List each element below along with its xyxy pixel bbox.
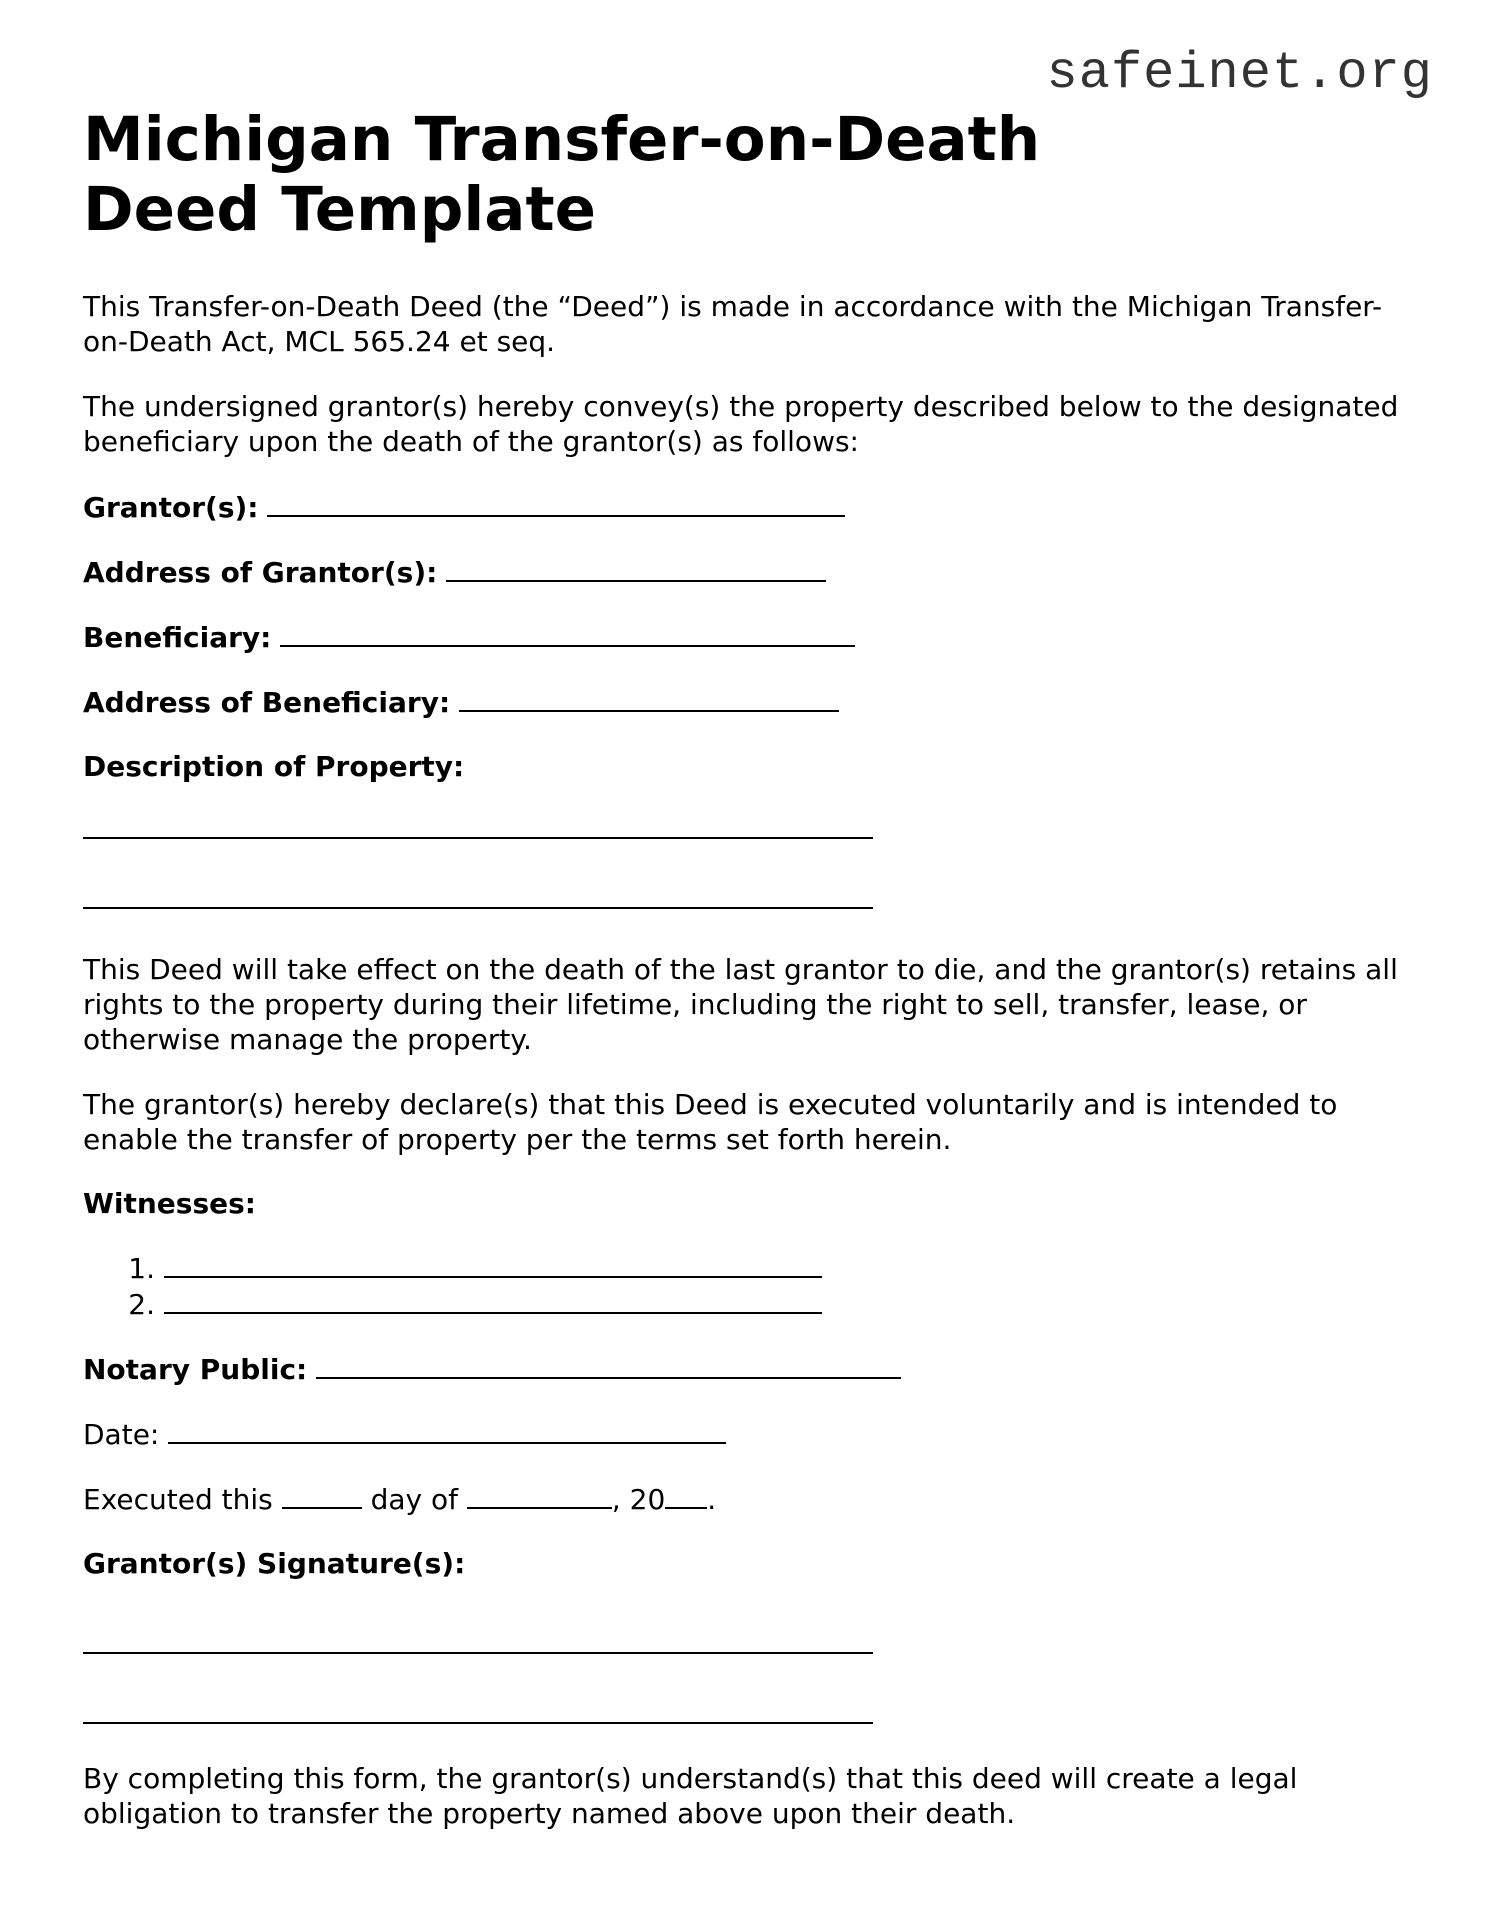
- notary-field: [83, 1351, 1423, 1387]
- executed-day-blank[interactable]: [282, 1481, 362, 1509]
- executed-month-blank[interactable]: [467, 1481, 612, 1509]
- executed-year-prefix: , 20: [611, 1483, 666, 1516]
- executed-year-blank[interactable]: [665, 1481, 707, 1509]
- beneficiary-label: Beneficiary:: [83, 621, 272, 654]
- executed-day-of: day of: [370, 1483, 458, 1516]
- grantor-address-label: Address of Grantor(s):: [83, 556, 438, 589]
- grantor-address-field: [83, 554, 1423, 590]
- beneficiary-address-label: Address of Beneficiary:: [83, 686, 451, 719]
- document-page: [83, 105, 1423, 1831]
- date-blank[interactable]: [168, 1416, 726, 1444]
- property-description-label: Description of Property:: [83, 750, 465, 783]
- effect-paragraph: This Deed will take effect on the death of the last grantor to die, and the grantor(s) retains all rights to the property during their lifetime, including the right to sell, transfer, lease, or otherwise manage the property.: [83, 953, 1398, 1056]
- property-description-line-1[interactable]: [83, 837, 873, 839]
- witness-2-blank[interactable]: [164, 1286, 822, 1314]
- property-description-field: [83, 749, 1423, 784]
- witnesses-field: [83, 1186, 1423, 1221]
- executed-prefix: Executed this: [83, 1483, 273, 1516]
- signature-field: [83, 1546, 1423, 1581]
- grantor-field: [83, 489, 1423, 525]
- intro-paragraph: This Transfer-on-Death Deed (the “Deed”) is made in accordance with the Michigan Transfer-on-Death Act, MCL 565.24 et seq.: [83, 290, 1383, 358]
- witness-item: [119, 1286, 1423, 1322]
- document-title: Michigan Transfer-on-Death Deed Template: [83, 104, 1041, 245]
- beneficiary-field: [83, 619, 1423, 655]
- witness-number: 1.: [128, 1252, 155, 1285]
- closing-paragraph: By completing this form, the grantor(s) understand(s) that this deed will create a legal obligation to transfer the property named above upon their death.: [83, 1762, 1298, 1830]
- witness-item: [119, 1250, 1423, 1286]
- witness-1-blank[interactable]: [164, 1250, 822, 1278]
- beneficiary-address-blank[interactable]: [459, 684, 839, 712]
- witnesses-label: Witnesses:: [83, 1187, 256, 1220]
- conveyance-paragraph: The undersigned grantor(s) hereby convey(s) the property described below to the designated beneficiary upon the death of the grantor(s) as follows:: [83, 390, 1399, 458]
- signature-line-1[interactable]: [83, 1652, 873, 1654]
- witness-list: [83, 1250, 1423, 1322]
- date-field: [83, 1416, 1423, 1452]
- notary-label: Notary Public:: [83, 1353, 308, 1386]
- watermark: safeinet.org: [1046, 44, 1433, 103]
- date-label: Date:: [83, 1418, 160, 1451]
- notary-blank[interactable]: [316, 1351, 901, 1379]
- beneficiary-blank[interactable]: [280, 619, 855, 647]
- executed-line: [83, 1481, 1423, 1517]
- witness-number: 2.: [128, 1288, 155, 1321]
- signature-label: Grantor(s) Signature(s):: [83, 1547, 466, 1580]
- beneficiary-address-field: [83, 684, 1423, 720]
- declaration-paragraph: The grantor(s) hereby declare(s) that this Deed is executed voluntarily and is intended to enable the transfer of property per the terms set forth herein.: [83, 1088, 1338, 1156]
- grantor-label: Grantor(s):: [83, 491, 259, 524]
- signature-line-2[interactable]: [83, 1722, 873, 1724]
- executed-end: .: [707, 1483, 717, 1516]
- property-description-line-2[interactable]: [83, 907, 873, 909]
- grantor-blank[interactable]: [267, 489, 845, 517]
- grantor-address-blank[interactable]: [446, 554, 826, 582]
